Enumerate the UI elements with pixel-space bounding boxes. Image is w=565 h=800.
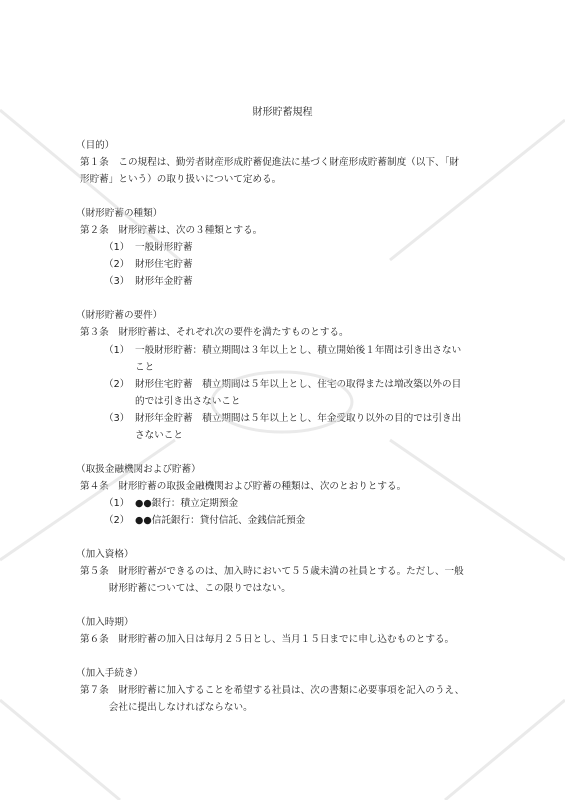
article-3-item-1-text-1: 一般財形貯蓄：積立期間は３年以上とし、積立開始後１年間は引き出さない [135, 345, 462, 356]
article-3-item-1-text-2: こと [135, 362, 155, 373]
article-3-item-3-num: （3） [104, 413, 130, 424]
article-3-item-2-text-2: 的では引き出さないこと [135, 396, 241, 407]
article-2-line-1: 第２条 財形貯蓄は、次の３種類とする。 [80, 225, 263, 236]
article-4-line-1: 第４条 財形貯蓄の取扱金融機関および貯蓄の種類は、次のとおりとする。 [80, 481, 407, 492]
article-1-line-2: 形貯蓄」という）の取り扱いについて定める。 [80, 174, 282, 185]
article-3-item-1-num: （1） [104, 345, 130, 356]
article-4-item-1-text: ●●銀行：積立定期預金 [135, 498, 239, 509]
article-3-item-2-num: （2） [104, 379, 130, 390]
article-1-line-1: 第１条 この規程は、勤労者財産形成貯蓄促進法に基づく財産形成貯蓄制度（以下、「財 [80, 157, 459, 168]
article-4-item-2-num: （2） [104, 515, 130, 526]
article-3-item-3-text-2: さないこと [135, 430, 183, 441]
article-3-line-1: 第３条 財形貯蓄は、それぞれ次の要件を満たすものとする。 [80, 327, 349, 338]
section-heading-requirements: （財形貯蓄の要件） [76, 310, 163, 321]
article-5-line-1: 第５条 財形貯蓄ができるのは、加入時において５５歳未満の社員とする。ただし、一般 [80, 566, 464, 577]
section-heading-timing: （加入時期） [76, 617, 134, 628]
article-2-item-1-num: （1） [104, 242, 130, 253]
article-2-item-3-num: （3） [104, 276, 130, 287]
article-4-item-1-num: （1） [104, 498, 130, 509]
document-title: 財形貯蓄規程 [252, 107, 313, 118]
article-7-line-1: 第７条 財形貯蓄に加入することを希望する社員は、次の書類に必要事項を記入のうえ、 [80, 685, 465, 696]
section-heading-institutions: （取扱金融機関および貯蓄） [76, 464, 201, 475]
article-6-line-1: 第６条 財形貯蓄の加入日は毎月２５日とし、当月１５日までに申し込むものとする。 [80, 634, 455, 645]
article-3-item-3-text-1: 財形年金貯蓄 積立期間は５年以上とし、年金受取り以外の目的では引き出 [135, 413, 462, 424]
section-heading-types: （財形貯蓄の種類） [76, 208, 163, 219]
article-2-item-1-text: 一般財形貯蓄 [135, 242, 193, 253]
article-5-line-2: 財形貯蓄については、この限りではない。 [80, 583, 291, 594]
article-2-item-3-text: 財形年金貯蓄 [135, 276, 193, 287]
article-4-item-2-text: ●●信託銀行：貸付信託、金銭信託預金 [135, 515, 306, 526]
section-heading-eligibility: （加入資格） [76, 549, 134, 560]
section-heading-purpose: （目的） [76, 140, 115, 151]
article-2-item-2-num: （2） [104, 259, 130, 270]
article-2-item-2-text: 財形住宅貯蓄 [135, 259, 193, 270]
section-heading-procedure: （加入手続き） [76, 668, 144, 679]
article-7-line-2: 会社に提出しなければならない。 [80, 702, 253, 713]
article-3-item-2-text-1: 財形住宅貯蓄 積立期間は５年以上とし、住宅の取得または増改築以外の目 [135, 379, 462, 390]
